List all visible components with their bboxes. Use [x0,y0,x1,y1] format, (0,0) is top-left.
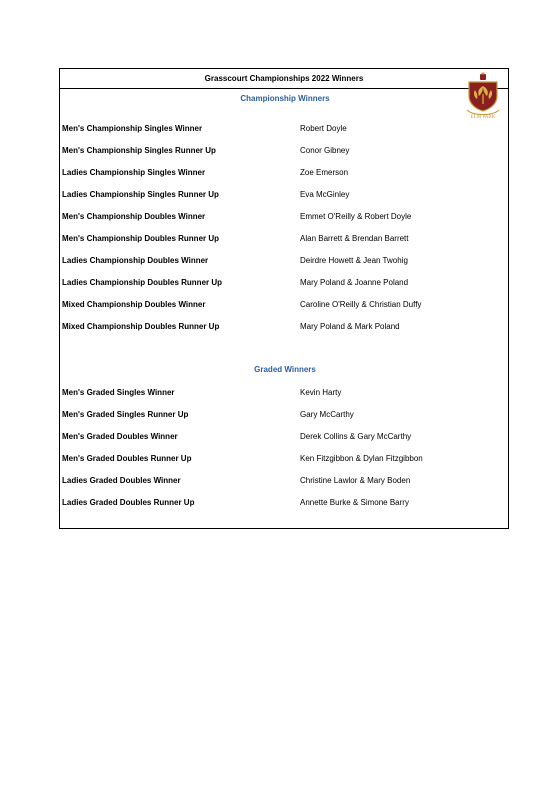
section-heading-graded: Graded Winners [254,365,316,374]
row-value: Ken Fitzgibbon & Dylan Fitzgibbon [300,454,423,463]
table-row [60,123,508,135]
row-label: Ladies Championship Singles Runner Up [62,190,219,199]
row-value: Christine Lawlor & Mary Boden [300,476,411,485]
sheet-title: Grasscourt Championships 2022 Winners [60,69,508,89]
row-value: Conor Gibney [300,146,350,155]
elm-park-crest-logo [463,72,503,122]
table-row [60,453,508,465]
row-value: Robert Doyle [300,124,347,133]
row-value: Mary Poland & Mark Poland [300,322,400,331]
row-label: Ladies Championship Singles Winner [62,168,206,177]
row-value: Emmet O'Reilly & Robert Doyle [300,212,412,221]
table-row [60,431,508,443]
row-label: Men's Graded Doubles Winner [62,432,178,441]
row-label: Mixed Championship Doubles Winner [62,300,206,309]
table-row [60,321,508,333]
row-label: Ladies Graded Doubles Runner Up [62,498,195,507]
table-row [60,167,508,179]
table-row [60,299,508,311]
row-value: Derek Collins & Gary McCarthy [300,432,412,441]
crest-crown [480,74,486,80]
row-value: Alan Barrett & Brendan Barrett [300,234,409,243]
row-label: Men's Championship Doubles Runner Up [62,234,220,243]
row-value: Annette Burke & Simone Barry [300,498,409,507]
row-label: Men's Graded Doubles Runner Up [62,454,192,463]
table-row [60,387,508,399]
row-label: Ladies Championship Doubles Winner [62,256,209,265]
table-row [60,211,508,223]
table-row [60,497,508,509]
row-label: Ladies Championship Doubles Runner Up [62,278,223,287]
row-label: Ladies Graded Doubles Winner [62,476,181,485]
row-label: Men's Championship Singles Winner [62,124,203,133]
row-value: Caroline O'Reilly & Christian Duffy [300,300,422,309]
table-row [60,233,508,245]
row-label: Men's Championship Singles Runner Up [62,146,216,155]
table-row [60,255,508,267]
table-row [60,277,508,289]
row-label: Mixed Championship Doubles Runner Up [62,322,220,331]
row-value: Eva McGinley [300,190,350,199]
table-row [60,475,508,487]
row-label: Men's Championship Doubles Winner [62,212,206,221]
row-value: Kevin Harty [300,388,342,397]
crest-text: ELM PARK [470,115,496,120]
table-row [60,409,508,421]
row-value: Deirdre Howett & Jean Twohig [300,256,408,265]
row-label: Men's Graded Singles Runner Up [62,410,189,419]
table-row [60,189,508,201]
table-row [60,145,508,157]
row-value: Mary Poland & Joanne Poland [300,278,409,287]
section-heading-championship: Championship Winners [240,94,330,103]
winners-sheet [59,68,509,529]
row-value: Gary McCarthy [300,410,354,419]
row-label: Men's Graded Singles Winner [62,388,175,397]
row-value: Zoe Emerson [300,168,349,177]
